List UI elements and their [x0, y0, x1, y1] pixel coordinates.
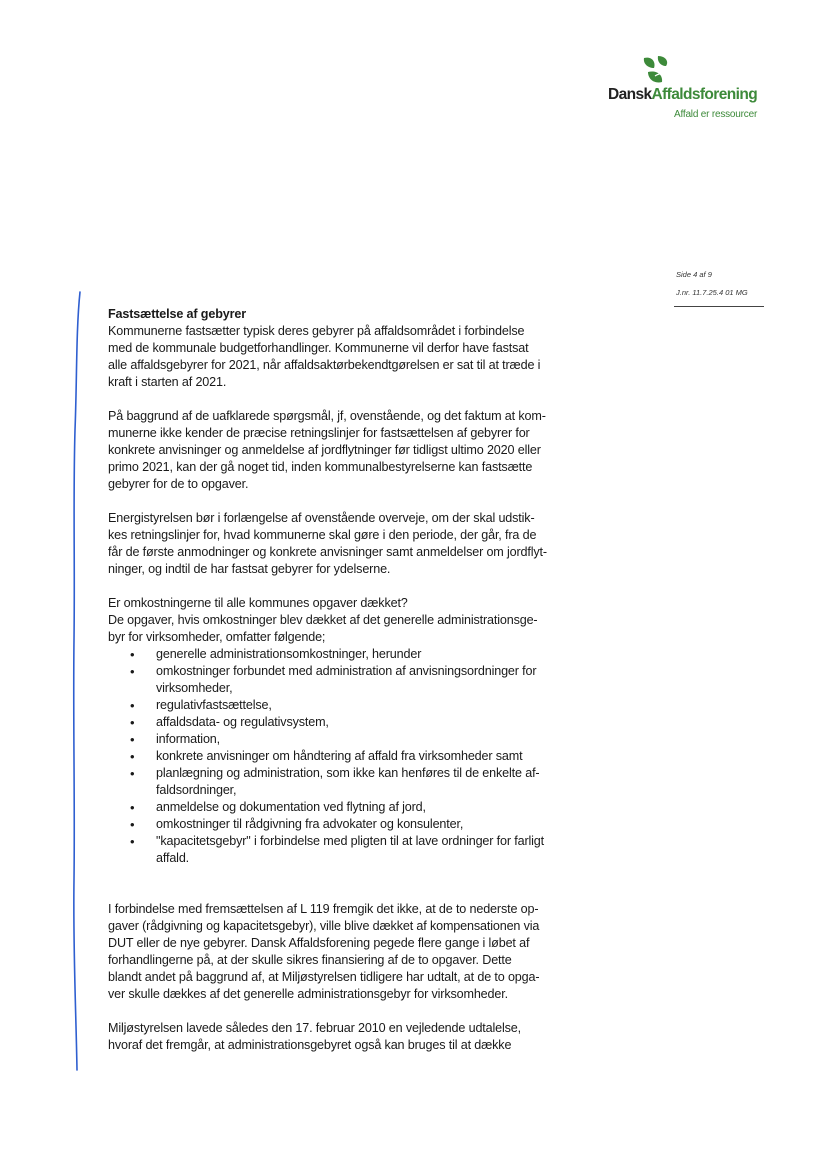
journal-number: J.nr. 11.7.25.4 01 MG	[676, 288, 748, 297]
organization-logo	[600, 52, 770, 122]
list-item	[108, 765, 598, 799]
paragraph-4-line: I forbindelse med fremsættelsen af L 119 fremgik det ikke, at de to nederste op-	[108, 902, 539, 916]
paragraph-2-line: gebyrer for de to opgaver.	[108, 477, 249, 491]
paragraph-1-line: med de kommunale budgetforhandlinger. Kommunerne vil derfor have fastsat	[108, 341, 529, 355]
list-intro-line: byr for virksomheder, omfatter følgende;	[108, 630, 326, 644]
list-item	[108, 833, 598, 867]
logo-name	[608, 86, 757, 104]
document-meta	[676, 266, 748, 302]
paragraph-3-line: kes retningslinjer for, hvad kommunerne skal gøre i den periode, der går, fra de	[108, 528, 537, 542]
list-item-text: virksomheder,	[156, 681, 233, 695]
list-item	[108, 748, 598, 765]
paragraph-2-line: munerne ikke kender de præcise retningslinjer for fastsættelsen af gebyrer for	[108, 426, 530, 440]
list-item	[108, 714, 598, 731]
logo-name-part2: Affaldsforening	[651, 86, 758, 103]
paragraph-4	[108, 901, 598, 1003]
list-item	[108, 799, 598, 816]
document-body	[108, 306, 598, 1054]
list-intro-line: De opgaver, hvis omkostninger blev dækket af det generelle administrationsge-	[108, 613, 538, 627]
paragraph-2-line: På baggrund af de uafklarede spørgsmål, jf, ovenstående, og det faktum at kom-	[108, 409, 546, 423]
paragraph-3-line: Energistyrelsen bør i forlængelse af ovenstående overveje, om der skal udstik-	[108, 511, 535, 525]
list-item-text: faldsordninger,	[156, 783, 237, 797]
paragraph-3	[108, 510, 598, 578]
paragraph-1-line: kraft i starten af 2021.	[108, 375, 227, 389]
list-item-text: affald.	[156, 851, 190, 865]
paragraph-2	[108, 408, 598, 493]
paragraph-2-line: primo 2021, kan der gå noget tid, inden kommunalbestyrelserne kan fastsætte	[108, 460, 533, 474]
list-item	[108, 663, 598, 697]
paragraph-1	[108, 323, 598, 391]
list-item-text: • anmeldelse og dokumentation ved flytning af jord,	[156, 800, 426, 814]
paragraph-5-line: Miljøstyrelsen lavede således den 17. februar 2010 en vejledende udtalelse,	[108, 1021, 522, 1035]
logo-name-part1: Dansk	[608, 86, 652, 103]
paragraph-5	[108, 1020, 598, 1054]
paragraph-4-line: ver skulle dækkes af det generelle administrationsgebyr for virksomheder.	[108, 987, 508, 1001]
list-item-text: • planlægning og administration, som ikke kan henføres til de enkelte af-	[156, 766, 540, 780]
list-item	[108, 697, 598, 714]
meta-divider	[674, 306, 764, 307]
list-item-text: • konkrete anvisninger om håndtering af affald fra virksomheder samt	[156, 749, 523, 763]
list-item	[108, 731, 598, 748]
paragraph-3-line: får de første anmodninger og konkrete anvisninger samt anmeldelser om jordflyt-	[108, 545, 547, 559]
list-item-text: • omkostninger forbundet med administration af anvisningsordninger for	[156, 664, 537, 678]
paragraph-3-line: ninger, og indtil de har fastsat gebyrer for ydelserne.	[108, 562, 391, 576]
paragraph-4-line: DUT eller de nye gebyrer. Dansk Affaldsforening pegede flere gange i løbet af	[108, 936, 530, 950]
list-item-text: • affaldsdata- og regulativsystem,	[156, 715, 329, 729]
list-item	[108, 646, 598, 663]
list-item-text: • generelle administrationsomkostninger, herunder	[156, 647, 422, 661]
paragraph-2-line: konkrete anvisninger og anmeldelse af jordflytninger før tidligst ultimo 2020 eller	[108, 443, 541, 457]
list-item-text: • regulativfastsættelse,	[156, 698, 272, 712]
paragraph-4-line: blandt andet på baggrund af, at Miljøstyrelsen tidligere har udtalt, at de to opga-	[108, 970, 540, 984]
paragraph-4-line: forhandlingerne på, at der skulle sikres finansiering af de to opgaver. Dette	[108, 953, 512, 967]
paragraph-1-line: Kommunerne fastsætter typisk deres gebyrer på affaldsområdet i forbindelse	[108, 324, 525, 338]
section-heading: Fastsættelse af gebyrer	[108, 307, 246, 321]
list-intro	[108, 612, 598, 646]
list-item-text: • omkostninger til rådgivning fra advokater og konsulenter,	[156, 817, 464, 831]
question-line: Er omkostningerne til alle kommunes opgaver dækket?	[108, 596, 408, 610]
leaf-logo-icon	[638, 54, 672, 86]
page-label: Side 4 af 9	[676, 270, 712, 279]
list-item-text: • information,	[156, 732, 220, 746]
list-item	[108, 816, 598, 833]
list-item-text: • "kapacitetsgebyr" i forbindelse med pligten til at lave ordninger for farligt	[156, 834, 545, 848]
paragraph-1-line: alle affaldsgebyrer for 2021, når affaldsaktørbekendtgørelsen er sat til at træde i	[108, 358, 541, 372]
paragraph-5-line: hvoraf det fremgår, at administrationsgebyret også kan bruges til at dække	[108, 1038, 512, 1052]
task-bullet-list	[108, 646, 598, 867]
paragraph-4-line: gaver (rådgivning og kapacitetsgebyr), ville blive dækket af kompensationen via	[108, 919, 540, 933]
logo-tagline: Affald er ressourcer	[674, 109, 758, 120]
